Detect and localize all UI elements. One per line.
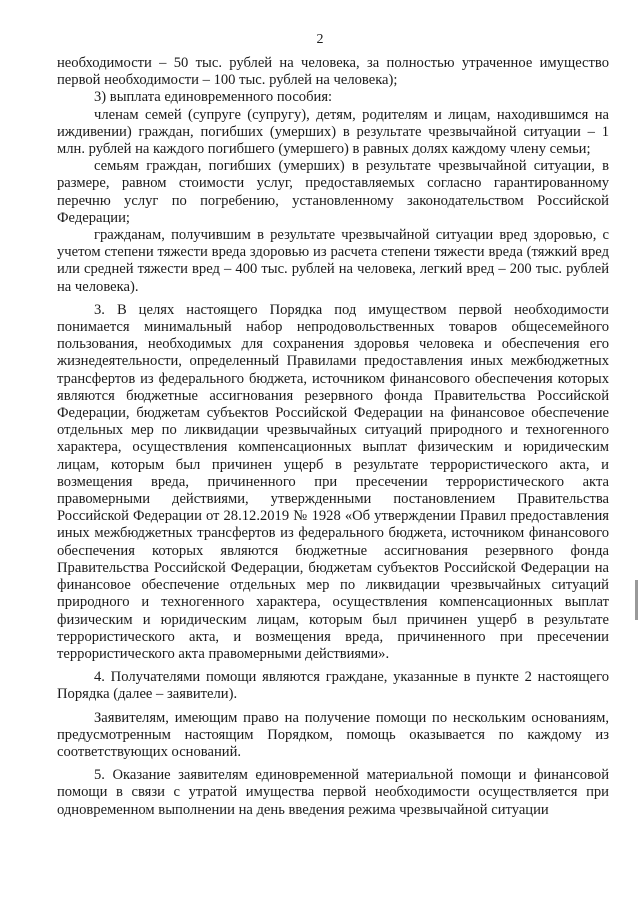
paragraph-health-damage: гражданам, получившим в результате чрезвычайной ситуации вред здоровью, с учетом степени тяжести вреда здоровью из расчета степени тяжести вреда (тяжкий вред или средней тяжести вред – 400 тыс. рублей на человека, легкий вред – 200 тыс. рублей на человека). <box>57 227 609 295</box>
paragraph-applicants: Заявителям, имеющим право на получение помощи по нескольким основаниям, предусмотренным настоящим Порядком, помощь оказывается по каждому из соответствующих оснований. <box>57 709 609 760</box>
scan-edge-mark <box>635 580 638 620</box>
paragraph-section-5: 5. Оказание заявителям единовременной материальной помощи и финансовой помощи в связи с утратой имущества первой необходимости осуществляется при одновременном выполнении на день введения режима чрезвычайной ситуации <box>57 767 609 818</box>
paragraph-section-3: 3. В целях настоящего Порядка под имуществом первой необходимости понимается минимальный набор непродовольственных товаров общесемейного пользования, необходимых для сохранения здоровья человека и обеспечения его жизнедеятельности, определенный Правилами предоставления иных межбюджетных трансфертов из федерального бюджета, источником финансового обеспечения которых являются бюджетные ассигнования резервного фонда Правительства Российской Федерации, бюджетам субъектов Российской Федерации на финансовое обеспечение отдельных мер по ликвидации чрезвычайных ситуаций природного и техногенного характера, осуществления компенсационных выплат физическим и юридическим лицам, которым был причинен ущерб в результате террористического акта, и возмещения вреда, причиненного при пресечении террористического акта правомерными действиями, утвержденными постановлением Правительства Российской Федерации от 28.12.2019 № 1928 «Об утверждении Правил предоставления иных межбюджетных трансфертов из федерального бюджета, источником финансового обеспечения которых являются бюджетные ассигнования резервного фонда Правительства Российской Федерации, бюджетам субъектов Российской Федерации на финансовое обеспечение отдельных мер по ликвидации чрезвычайных ситуаций природного и техногенного характера, осуществления компенсационных выплат физическим и юридическим лицам, которым был причинен ущерб в результате террористического акта, и возмещения вреда, причиненного при пресечении террористического акта правомерными действиями». <box>57 301 609 662</box>
paragraph-continuation: необходимости – 50 тыс. рублей на человека, за полностью утраченное имущество первой необходимости – 100 тыс. рублей на человека); <box>57 55 609 89</box>
paragraph-item-3: 3) выплата единовременного пособия: <box>94 89 333 106</box>
paragraph-section-4: 4. Получателями помощи являются граждане, указанные в пункте 2 настоящего Порядка (далее – заявители). <box>57 669 609 703</box>
paragraph-family-members: членам семей (супруге (супругу), детям, родителям и лицам, находившимся на иждивении) граждан, погибших (умерших) в результате чрезвычайной ситуации – 1 млн. рублей на каждого погибшего (умершего) в равных долях каждому члену семьи; <box>57 106 609 158</box>
page-number: 2 <box>316 32 324 47</box>
paragraph-funeral-services: семьям граждан, погибших (умерших) в результате чрезвычайной ситуации, в размере, равном стоимости услуг, предоставляемых согласно гарантированному перечню услуг по погребению, установленному законодательством Российской Федерации; <box>57 158 609 226</box>
document-body <box>57 55 609 819</box>
